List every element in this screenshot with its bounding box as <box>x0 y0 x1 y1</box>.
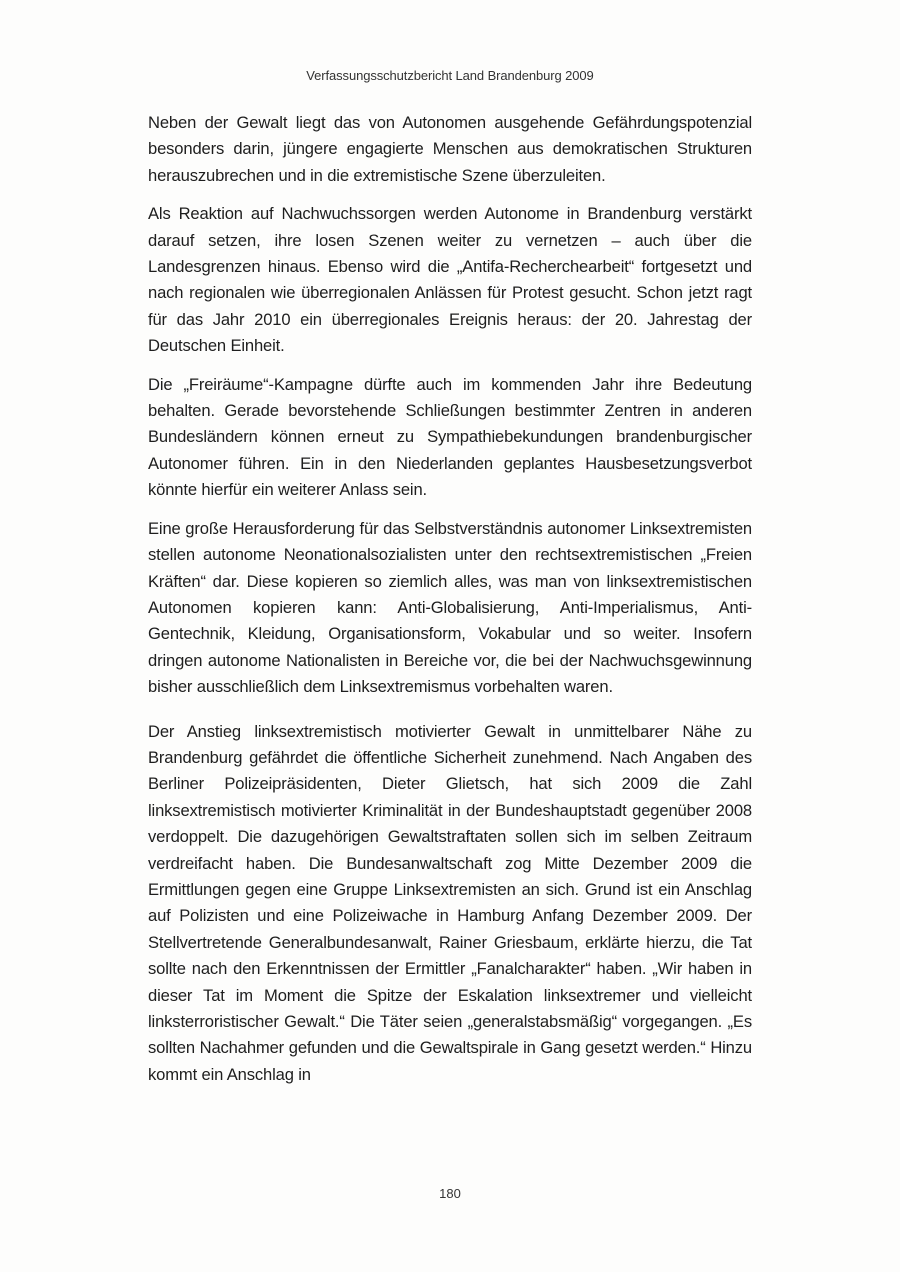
paragraph-3: Die „Freiräume“-Kampagne dürfte auch im kommenden Jahr ihre Bedeutung behalten. Gerade bevorstehende Schließungen bestimmter Zentren in anderen Bundesländern können erneut zu Sympathiebekundungen brandenburgischer Autonomer führen. Ein in den Niederlanden geplantes Hausbesetzungsverbot könnte hierfür ein weiterer Anlass sein. <box>148 374 752 500</box>
paragraph-2: Als Reaktion auf Nachwuchssorgen werden Autonome in Brandenburg verstärkt darauf setzen, ihre losen Szenen weiter zu vernetzen – auch über die Landesgrenzen hinaus. Ebenso wird die „Antifa-Recherchearbeit“ fortgesetzt und nach regionalen wie überregionalen Anlässen für Protest gesucht. Schon jetzt ragt für das Jahr 2010 ein überregionales Ereignis heraus: der 20. Jahrestag der Deutschen Einheit. <box>148 204 752 356</box>
running-header: Verfassungsschutzbericht Land Brandenburg 2009 <box>306 68 594 83</box>
paragraph-5: Der Anstieg linksextremistisch motivierter Gewalt in unmittelbarer Nähe zu Brandenburg gefährdet die öffentliche Sicherheit zunehmend. Nach Angaben des Berliner Polizeipräsidenten, Dieter Glietsch, hat sich 2009 die Zahl linksextremistisch motivierter Kriminalität in der Bundeshauptstadt gegenüber 2008 verdoppelt. Die dazugehörigen Gewaltstraftaten sollen sich im selben Zeitraum verdreifacht haben. Die Bundesanwaltschaft zog Mitte Dezember 2009 die Ermittlungen gegen eine Gruppe Linksextremisten an sich. Grund ist ein Anschlag auf Polizisten und eine Polizeiwache in Hamburg Anfang Dezember 2009. Der Stellvertretende Generalbundesanwalt, Rainer Griesbaum, erklärte hierzu, die Tat sollte nach den Erkenntnissen der Ermittler „Fanalcharakter“ haben. „Wir haben in dieser Tat im Moment die Spitze der Eskalation linksextremer und vielleicht linksterroristischer Gewalt.“ Die Täter seien „generalstabsmäßig“ vorgegangen. „Es sollten Nachahmer gefunden und die Gewaltspirale in Gang gesetzt werden.“ Hinzu kommt ein Anschlag in <box>148 721 752 1084</box>
paragraph-1: Neben der Gewalt liegt das von Autonomen ausgehende Gefährdungspotenzial besonders darin, jüngere engagierte Menschen aus demokratischen Strukturen herauszubrechen und in die extremistische Szene überzuleiten. <box>148 113 752 185</box>
page-number: 180 <box>439 1186 461 1201</box>
body-text <box>148 110 752 1100</box>
paragraph-4: Eine große Herausforderung für das Selbstverständnis autonomer Linksextremisten stellen autonome Neonationalsozialisten unter den rechtsextremistischen „Freien Kräften“ dar. Diese kopieren so ziemlich alles, was man von linksextremistischen Autonomen kopieren kann: Anti-Globalisierung, Anti-Imperialismus, Anti-Gentechnik, Kleidung, Organisationsform, Vokabular und so weiter. Insofern dringen autonome Nationalisten in Bereiche vor, die bei der Nachwuchsgewinnung bisher ausschließlich dem Linksextremismus vorbehalten waren. <box>148 518 752 697</box>
